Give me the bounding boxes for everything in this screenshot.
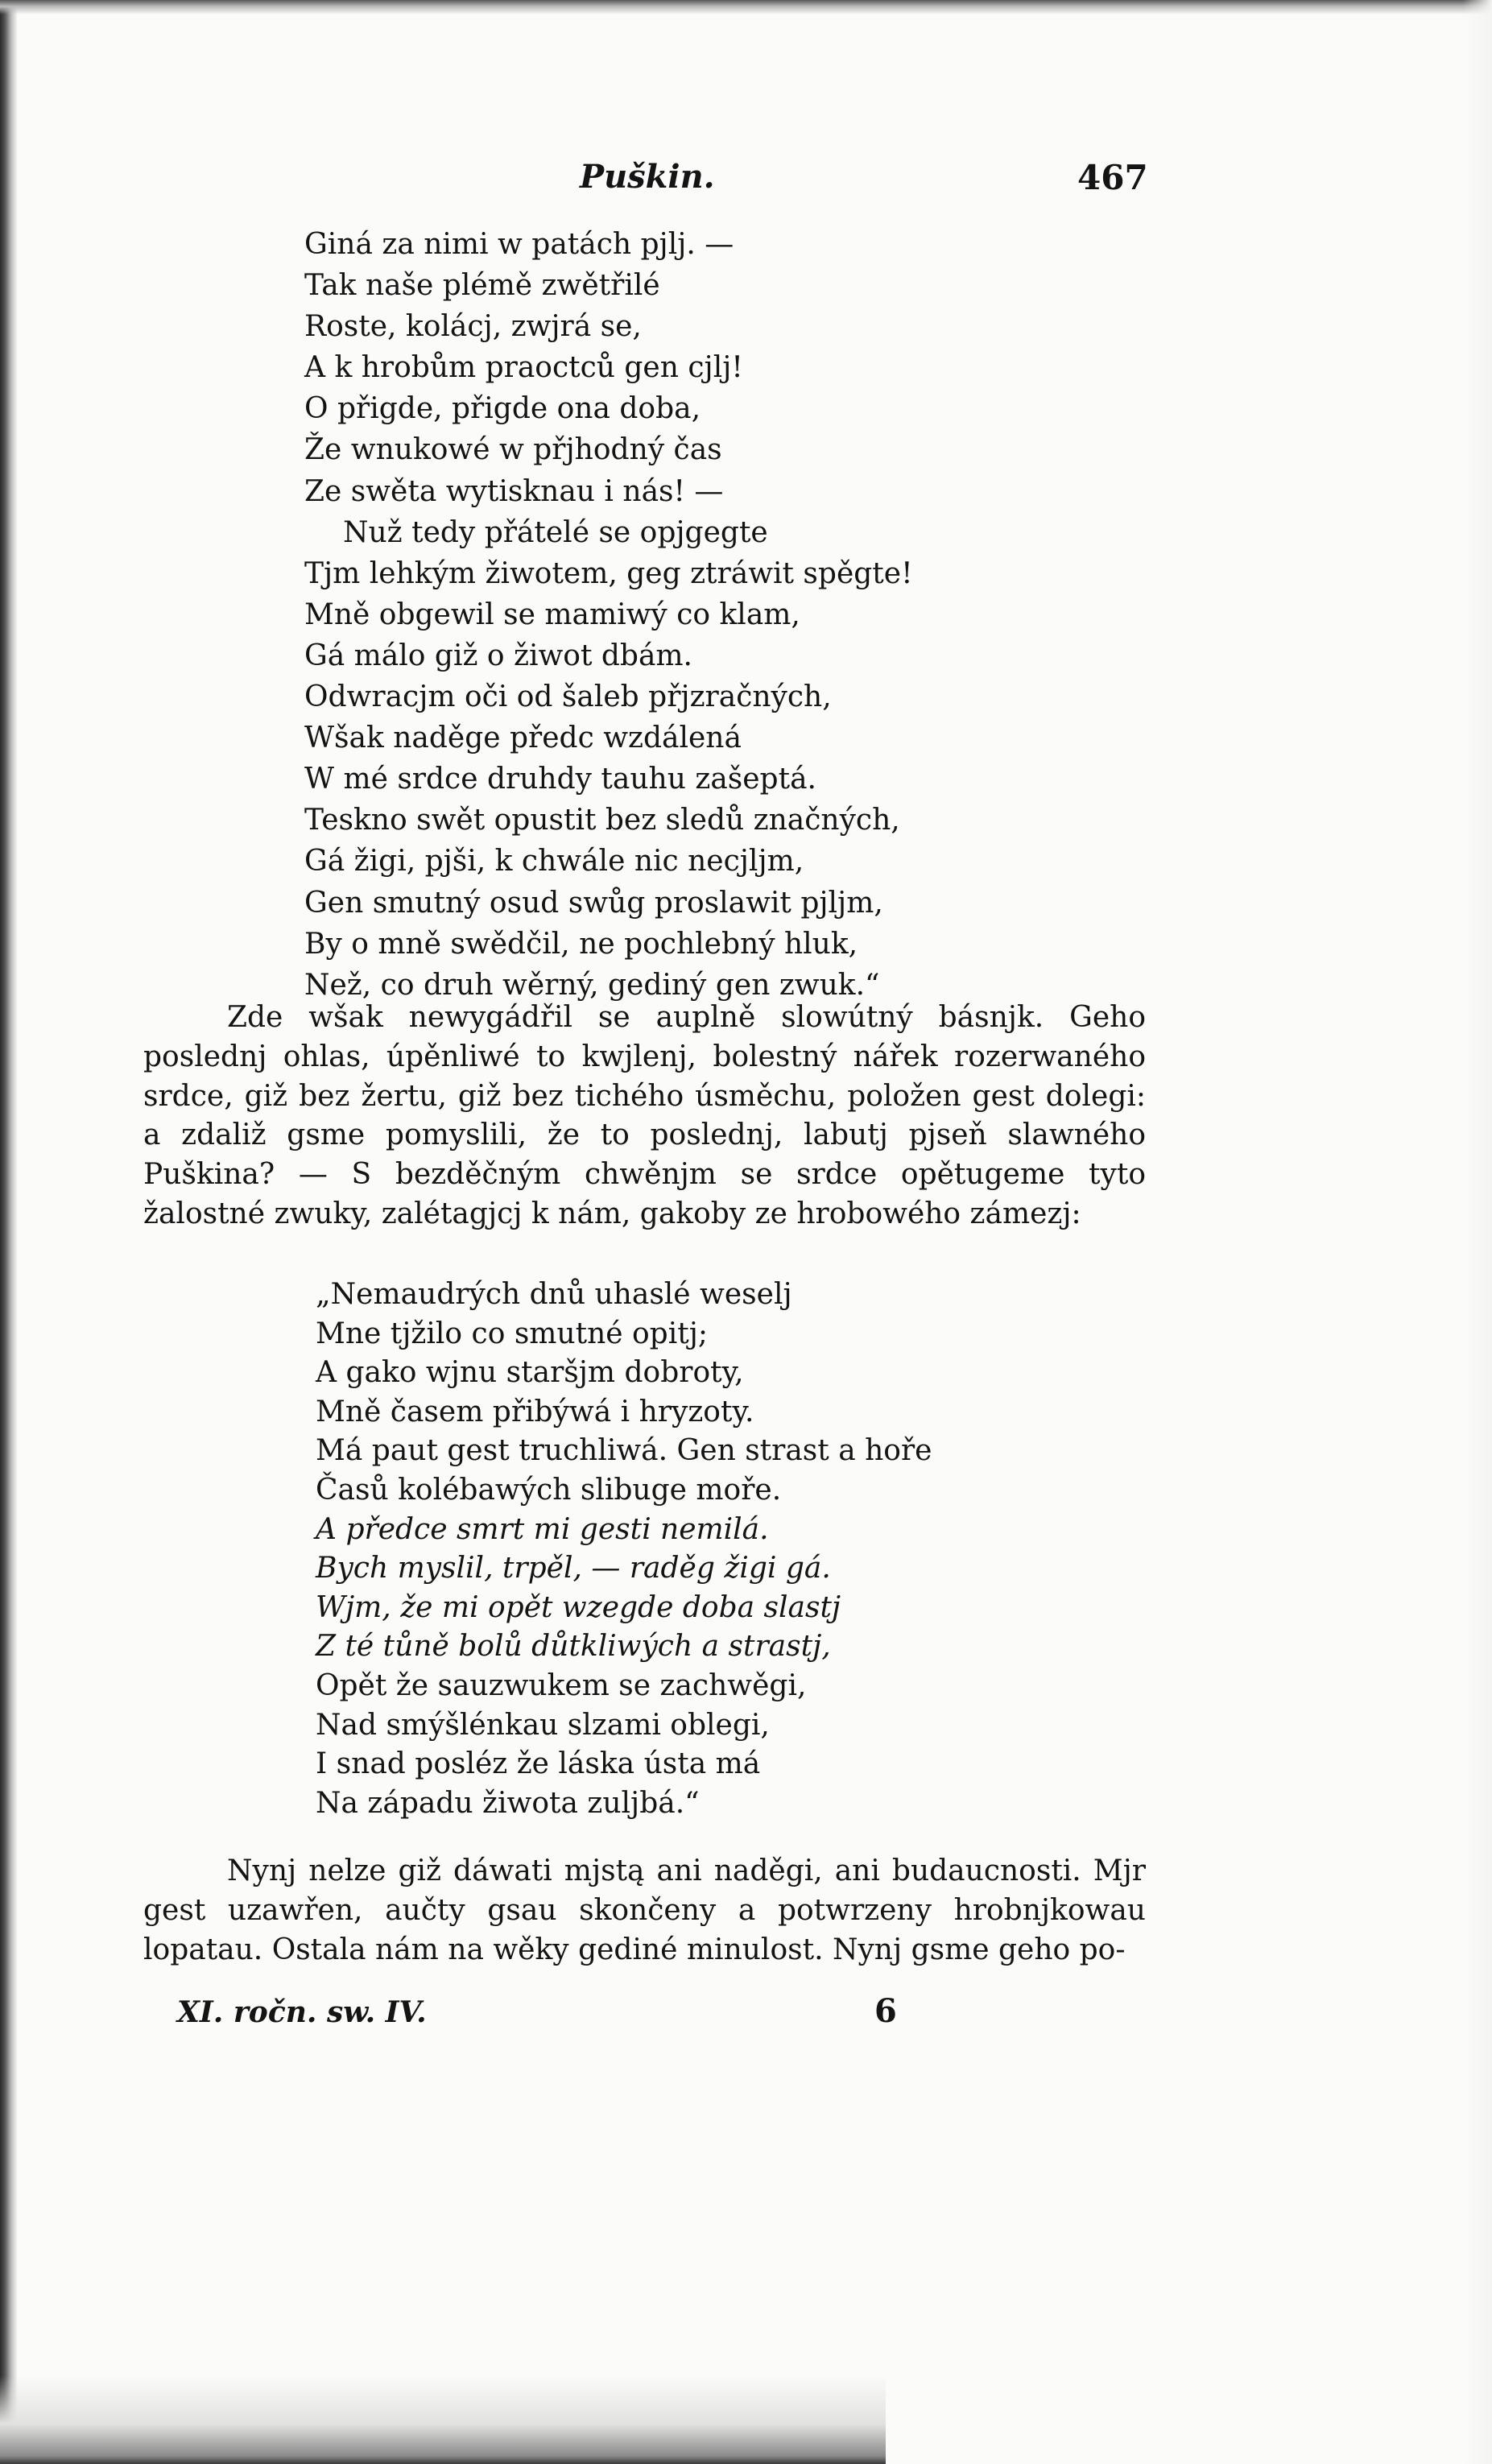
verse-line: A gako wjnu staršjm dobroty, (316, 1356, 744, 1390)
verse-line: Mně časem přibýwá i hryzoty. (316, 1395, 754, 1428)
verse-line: Má paut gest truchliwá. Gen strast a hoře (316, 1434, 932, 1468)
poem-stanza-1 (304, 224, 913, 1006)
verse-line: Roste, kolácj, zwjrá se, (304, 310, 642, 344)
scan-edge-bottom (0, 2375, 886, 2464)
verse-line: Časů kolébawých slibuge moře. (316, 1473, 782, 1507)
running-title: Puškin. (580, 158, 715, 196)
footer-signature: XI. ročn. sw. IV. (177, 1995, 427, 2029)
verse-line: Giná za nimi w patách pjlj. — (304, 228, 734, 261)
verse-line: Wjm, že mi opět wzegde doba slastj (316, 1590, 841, 1624)
poem-stanza-2 (316, 1275, 932, 1823)
verse-line: W mé srdce druhdy tauhu zašeptá. (304, 763, 816, 796)
verse-line: Než, co druh wěrný, gediný gen zwuk.“ (304, 968, 880, 1002)
scan-edge-top (0, 0, 1492, 14)
verse-line: Mne tjžilo co smutné opitj; (316, 1317, 709, 1350)
verse-line: Tjm lehkým žiwotem, geg ztráwit spěgte! (304, 556, 913, 590)
verse-line: Gen smutný osud swůg proslawit pjljm, (304, 886, 883, 920)
verse-line: Bych myslil, trpěl, — raděg žigi gá. (316, 1552, 831, 1585)
verse-line: Teskno swět opustit bez sledů značných, (304, 804, 900, 837)
sheet-number: 6 (874, 1992, 897, 2030)
paragraph-text: Zde wšak newygádřil se auplně slowútný básnjk. Geho poslednj ohlas, úpěnliwé to kwjlenj, bolestný nářek rozerwaného srdce, giž bez žertu, giž bez tichého úsměchu, položen gest dolegi: a zdaliž gsme pomyslili, že to poslednj, labutj pjseň slawného Puškina? — S bezděčným chwěnjm se srdce opětugeme tyto žalostné zwuky, zalétagjcj k nám, gakoby ze hrobowého zámezj: (143, 1001, 1146, 1230)
verse-line: Z té tůně bolů důtkliwých a strastj, (316, 1630, 831, 1664)
page-number: 467 (1077, 158, 1148, 197)
verse-line: Mně obgewil se mamiwý co klam, (304, 597, 800, 631)
prose-paragraph-1 (143, 998, 1146, 1234)
verse-line: A k hrobům praoctců gen cjlj! (304, 351, 743, 385)
verse-line: Odwracjm oči od šaleb přjzračných, (304, 680, 832, 714)
verse-line: „Nemaudrých dnů uhaslé weselj (316, 1278, 792, 1311)
verse-line: I snad posléz že láska ústa má (316, 1747, 761, 1781)
verse-line: Wšak naděge předc wzdálená (304, 721, 742, 755)
prose-paragraph-2 (143, 1852, 1146, 1970)
verse-line: Tak naše plémě zwětřilé (304, 269, 660, 303)
verse-line: A předce smrt mi gesti nemilá. (316, 1512, 769, 1546)
verse-line: Nuž tedy přátelé se opjgegte (343, 515, 768, 549)
verse-line: Gá málo giž o žiwot dbám. (304, 639, 692, 672)
verse-line: Opět že sauzwukem se zachwěgi, (316, 1668, 807, 1702)
verse-line: Na západu žiwota zuljbá.“ (316, 1786, 700, 1820)
verse-line: By o mně swědčil, ne pochlebný hluk, (304, 927, 858, 961)
verse-line: Ze swěta wytisknau i nás! — (304, 474, 724, 508)
scan-edge-left (0, 0, 18, 2464)
verse-line: Že wnukowé w přjhodný čas (304, 433, 722, 467)
verse-line: Gá žigi, pjši, k chwále nic necjljm, (304, 845, 804, 879)
verse-line: O přigde, přigde ona doba, (304, 392, 701, 426)
scan-edge-right (1463, 0, 1492, 2464)
paragraph-text: Nynj nelze giž dáwati mjstą ani naděgi, ani budaucnosti. Mjr gest uzawřen, aučty gsau skončeny a potwrzeny hrobnjkowau lopatau. Ostala nám na wěky gediné minulost. Nynj gsme geho po- (143, 1854, 1146, 1966)
verse-line: Nad smýšlénkau slzami oblegi, (316, 1708, 770, 1742)
